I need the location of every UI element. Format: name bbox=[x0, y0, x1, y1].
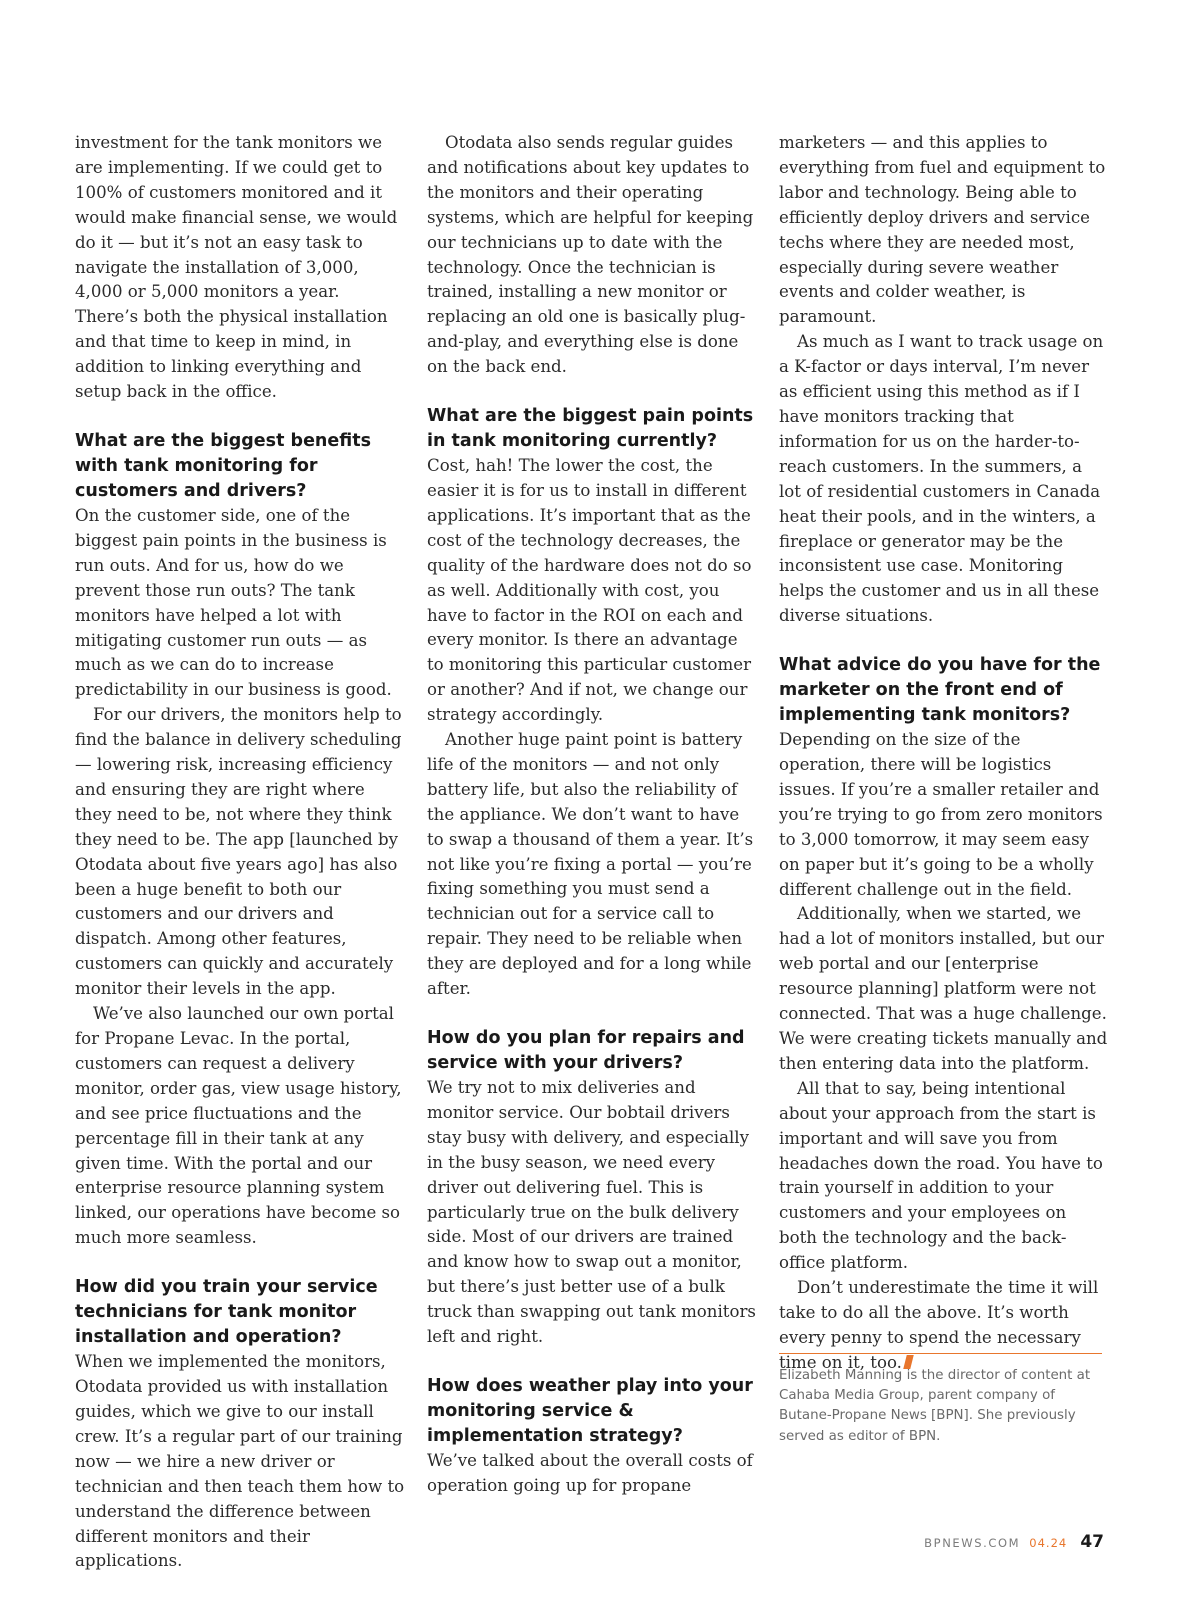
author-bio: Elizabeth Manning is the director of content at Cahaba Media Group, parent company of Butane-Propane News [BPN]. She previously served as editor of BPN. bbox=[779, 1368, 1091, 1444]
paragraph: Cost, hah! The lower the cost, the easier it is for us to install in different applications. It’s important that as the cost of the technology decreases, the quality of the hardware does not do so as well. Additionally with cost, you have to factor in the ROI on each and every monitor. Is there an advantage to monitoring this particular customer or another? And if not, we change our strategy accordingly. bbox=[427, 456, 752, 725]
footer-issue: 04.24 bbox=[1029, 1536, 1068, 1550]
paragraph: Don’t underestimate the time it will take to do all the above. It’s worth every penny to spend the necessary time on it, too. bbox=[779, 1278, 1099, 1372]
paragraph: On the customer side, one of the biggest pain points in the business is run outs. And for us, how do we prevent those run outs? The tank monitors have helped a lot with mitigating customer run outs — as much as we can do to increase predictability in our business is good. bbox=[75, 505, 392, 700]
footer-site: BPNEWS.COM bbox=[924, 1536, 1021, 1550]
article-column-1 bbox=[75, 131, 405, 1574]
page-number: 47 bbox=[1080, 1532, 1104, 1552]
section-heading: How do you plan for repairs and service with your drivers? bbox=[427, 1028, 745, 1073]
paragraph: Another huge paint point is battery life of the monitors — and not only battery life, but also the reliability of the appliance. We don’t want to have to swap a thousand of them a year. It’s not like you’re fixing a portal — you’re fixing something you must send a technician out for a service call to repair. They need to be reliable when they are deployed and for a long while after. bbox=[427, 730, 754, 999]
paragraph: marketers — and this applies to everything from fuel and equipment to labor and technology. Being able to efficiently deploy drivers and service techs where they are needed most, especially during severe weather events and colder weather, is paramount. bbox=[779, 133, 1106, 327]
paragraph: Additionally, when we started, we had a lot of monitors installed, but our web portal and our [enterprise resource planning] platform were not connected. That was a huge challenge. We were creating tickets manually and then entering data into the platform. bbox=[779, 904, 1108, 1073]
paragraph: For our drivers, the monitors help to find the balance in delivery scheduling — lowering risk, increasing efficiency and ensuring they are right where they need to be, not where they think they need to be. The app [launched by Otodata about five years ago] has also been a huge benefit to both our customers and our drivers and dispatch. Among other features, customers can quickly and accurately monitor their levels in the app. bbox=[75, 705, 402, 999]
paragraph: When we implemented the monitors, Otodata provided us with installation guides, which we give to our install crew. It’s a regular part of our training now — we hire a new driver or technician and then teach them how to understand the difference between different monitors and their applications. bbox=[75, 1352, 405, 1571]
paragraph: investment for the tank monitors we are implementing. If we could get to 100% of customers monitored and it would make financial sense, we would do it — but it’s not an easy task to navigate the installation of 3,000, 4,000 or 5,000 monitors a year. There’s both the physical installation and that time to keep in mind, in addition to linking everything and setup back in the office. bbox=[75, 133, 398, 402]
bio-divider bbox=[779, 1353, 1102, 1354]
paragraph: We’ve talked about the overall costs of operation going up for propane bbox=[427, 1450, 753, 1495]
section-heading: What advice do you have for the marketer on the front end of implementing tank monitors? bbox=[779, 655, 1101, 726]
paragraph: Depending on the size of the operation, there will be logistics issues. If you’re a smaller retailer and you’re trying to go from zero monitors to 3,000 tomorrow, it may seem easy on paper but it’s going to be a wholly different challenge out in the field. bbox=[779, 730, 1103, 899]
section-heading: What are the biggest benefits with tank monitoring for customers and drivers? bbox=[75, 430, 372, 501]
section-heading: How did you train your service technicians for tank monitor installation and operation? bbox=[75, 1277, 378, 1348]
article-column-2 bbox=[427, 131, 757, 1499]
paragraph: We’ve also launched our own portal for Propane Levac. In the portal, customers can request a delivery monitor, order gas, view usage history, and see price fluctuations and the percentage fill in their tank at any given time. With the portal and our enterprise resource planning system linked, our operations have become so much more seamless. bbox=[75, 1004, 402, 1248]
section-heading: What are the biggest pain points in tank monitoring currently? bbox=[427, 406, 754, 452]
article-column-3 bbox=[779, 131, 1109, 1376]
paragraph: We try not to mix deliveries and monitor service. Our bobtail drivers stay busy with delivery, and especially in the busy season, we need every driver out delivering fuel. This is particularly true on the bulk delivery side. Most of our drivers are trained and know how to swap out a monitor, but there’s just better use of a bulk truck than swapping out tank monitors left and right. bbox=[427, 1078, 756, 1347]
page-footer bbox=[924, 1532, 1104, 1552]
paragraph: As much as I want to track usage on a K-factor or days interval, I’m never as efficient using this method as if I have monitors tracking that information for us on the harder-to-reach customers. In the summers, a lot of residential customers in Canada heat their pools, and in the winters, a fireplace or generator may be the inconsistent use case. Monitoring helps the customer and us in all these diverse situations. bbox=[779, 332, 1104, 626]
paragraph: All that to say, being intentional about your approach from the start is important and will save you from headaches down the road. You have to train yourself in addition to your customers and your employees on both the technology and the back-office platform. bbox=[779, 1078, 1103, 1273]
paragraph: Otodata also sends regular guides and notifications about key updates to the monitors and their operating systems, which are helpful for keeping our technicians up to date with the technology. Once the technician is trained, installing a new monitor or replacing an old one is basically plug-and-play, and everything else is done on the back end. bbox=[427, 133, 754, 377]
section-heading: How does weather play into your monitoring service & implementation strategy? bbox=[427, 1375, 753, 1446]
